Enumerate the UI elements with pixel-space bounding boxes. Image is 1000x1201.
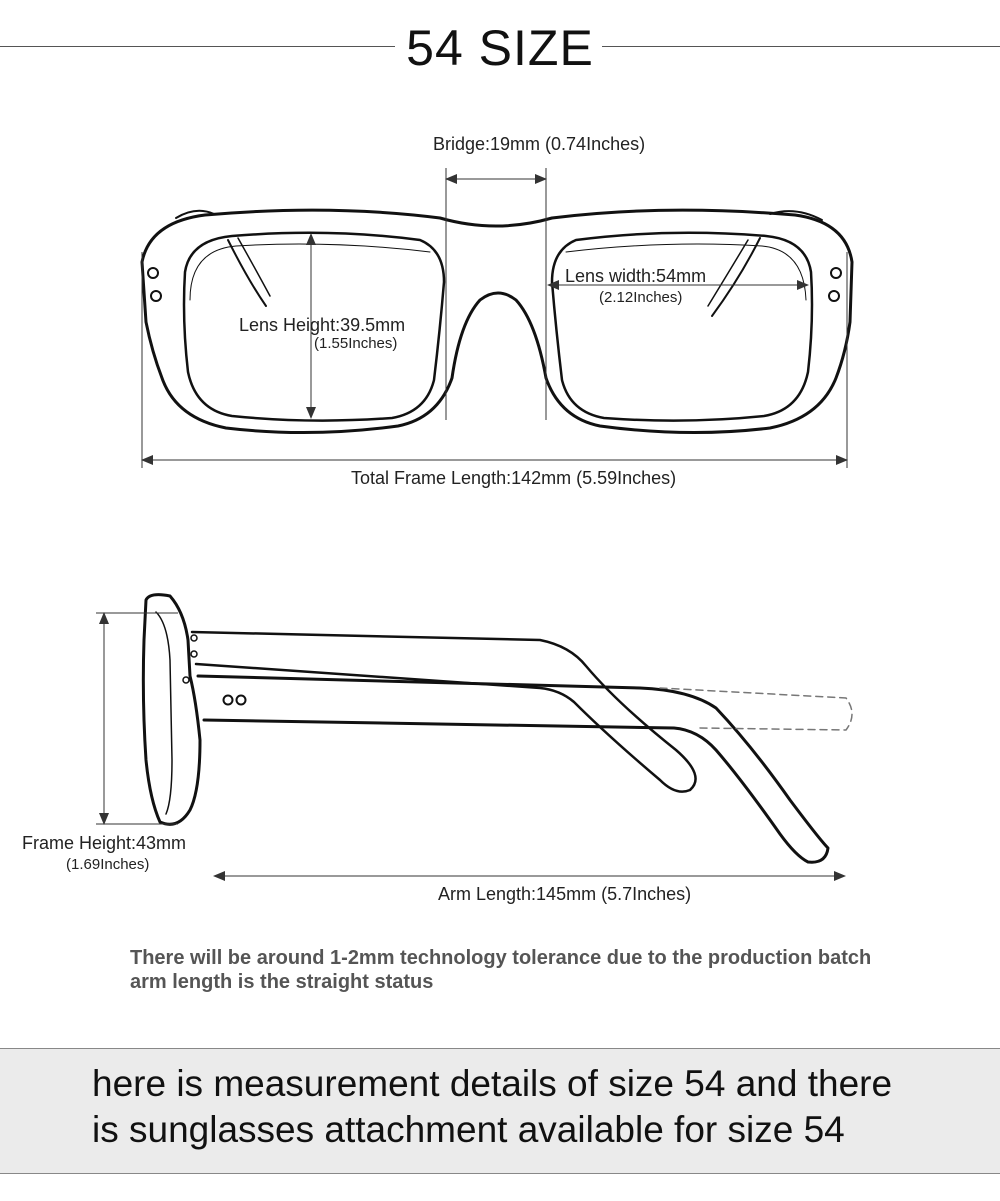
right-temple-hint-2	[708, 240, 748, 306]
rivet-icon	[831, 268, 841, 278]
near-temple	[198, 676, 828, 862]
side-frame-drawing	[143, 595, 852, 863]
rivet-icon	[183, 677, 189, 683]
info-banner	[0, 1048, 1000, 1174]
lens-inner-left	[190, 244, 430, 300]
note-line: arm length is the straight status	[130, 971, 434, 993]
lens-rim-right	[552, 233, 812, 421]
rivet-icon	[224, 696, 233, 705]
banner-line: is sunglasses attachment available for size 54	[92, 1109, 845, 1150]
frame-height-inches: (1.69Inches)	[66, 856, 150, 873]
banner-text	[92, 1061, 892, 1153]
right-temple-hint	[712, 238, 760, 316]
banner-line: here is measurement details of size 54 and there	[92, 1063, 893, 1104]
lens-width-label: Lens width:54mm	[565, 266, 707, 286]
far-temple	[192, 632, 696, 792]
side-rim-inner	[156, 612, 172, 814]
lens-width-inches: (2.12Inches)	[599, 289, 683, 306]
tolerance-notes	[130, 946, 871, 994]
note-line: There will be around 1-2mm technology tolerance due to the production batch	[130, 947, 872, 969]
rivet-icon	[148, 268, 158, 278]
lens-height-label: Lens Height:39.5mm	[239, 315, 406, 335]
frame-height-label: Frame Height:43mm	[22, 833, 187, 853]
lens-height-inches: (1.55Inches)	[314, 335, 398, 352]
rivet-icon	[191, 651, 197, 657]
page-title: 54 SIZE	[406, 20, 594, 76]
rivet-icon	[151, 291, 161, 301]
bridge-label: Bridge:19mm (0.74Inches)	[433, 134, 646, 154]
rivet-icon	[191, 635, 197, 641]
side-dimensions	[96, 613, 845, 876]
rivet-icon	[829, 291, 839, 301]
arm-length-label: Arm Length:145mm (5.7Inches)	[438, 884, 692, 904]
left-temple-hint	[228, 240, 266, 306]
rivet-icon	[237, 696, 246, 705]
total-length-label: Total Frame Length:142mm (5.59Inches)	[351, 468, 677, 488]
